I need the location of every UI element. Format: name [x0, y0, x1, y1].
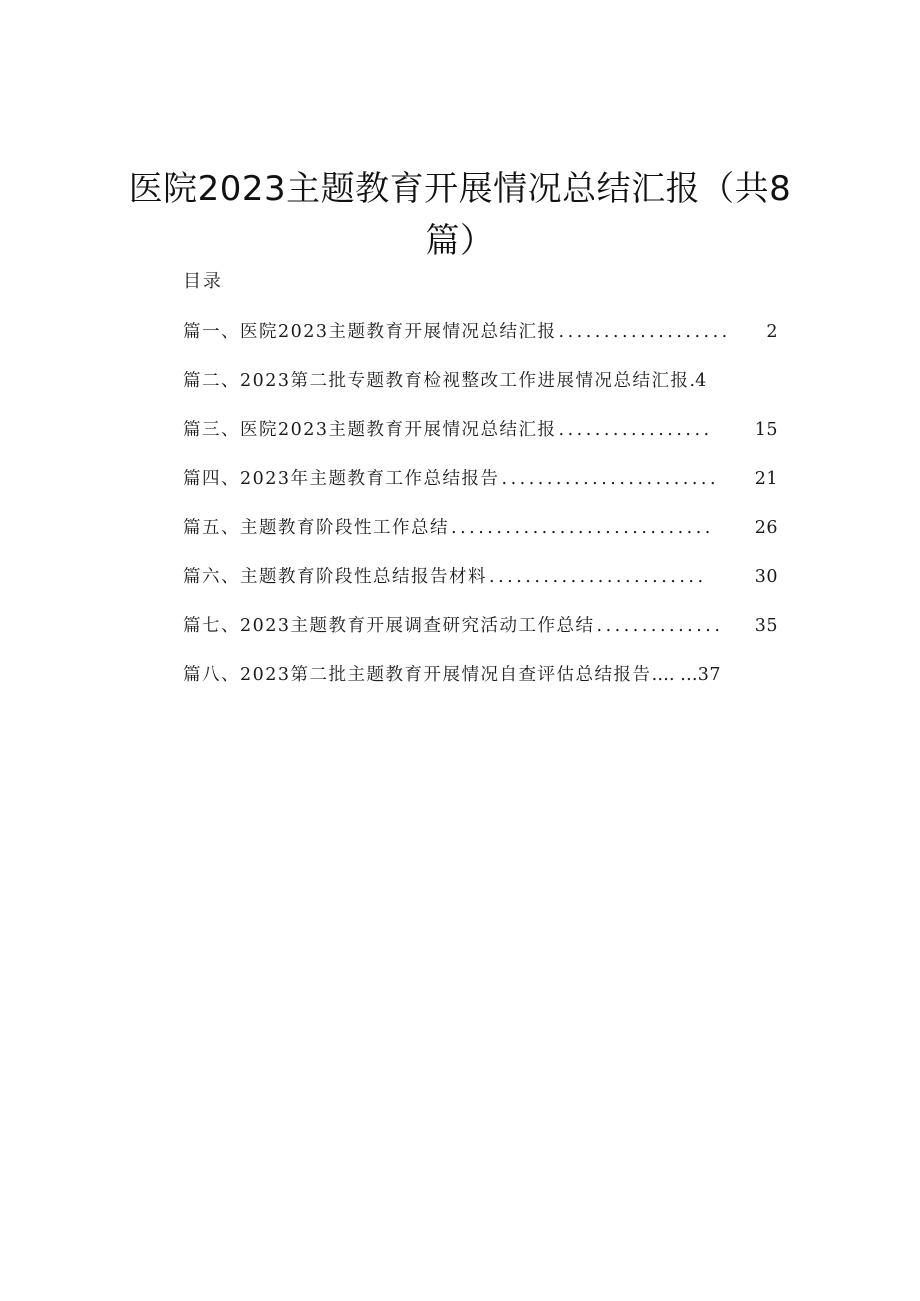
toc-entry-2[interactable]	[183, 369, 783, 418]
toc-page-number: 4	[695, 371, 707, 391]
table-of-contents	[183, 320, 783, 712]
toc-entry-4[interactable]	[183, 467, 778, 516]
toc-dot-leader: …. …	[651, 665, 698, 685]
toc-entry-label: 篇一、医院2023主题教育开展情况总结汇报	[183, 322, 557, 342]
toc-dot-leader: ........................	[489, 567, 707, 587]
toc-dot-leader: .	[689, 371, 696, 391]
toc-entry-8[interactable]	[183, 663, 783, 712]
toc-entry-label: 篇四、2023年主题教育工作总结报告	[183, 469, 500, 489]
toc-entry-5[interactable]	[183, 516, 778, 565]
document-title: 医院2023主题教育开展情况总结汇报（共8篇）	[128, 168, 792, 261]
toc-entry-label: 篇二、2023第二批专题教育检视整改工作进展情况总结汇报	[183, 371, 690, 391]
toc-entry-label: 篇三、医院2023主题教育开展情况总结汇报	[183, 420, 557, 440]
toc-dot-leader: ...................	[558, 322, 731, 342]
toc-entry-label: 篇五、主题教育阶段性工作总结	[183, 518, 449, 538]
toc-dot-leader: .............................	[451, 518, 714, 538]
toc-entry-1[interactable]	[183, 320, 778, 369]
toc-heading: 目录	[183, 271, 223, 292]
toc-page-number: 35	[754, 616, 778, 636]
toc-entry-7[interactable]	[183, 614, 778, 663]
toc-entry-label: 篇七、2023主题教育开展调查研究活动工作总结	[183, 616, 595, 636]
toc-dot-leader: .................	[558, 420, 713, 440]
toc-dot-leader: ..............	[596, 616, 724, 636]
toc-entry-3[interactable]	[183, 418, 778, 467]
toc-page-number: 15	[754, 420, 778, 440]
toc-page-number: 37	[697, 665, 721, 685]
toc-page-number: 30	[754, 567, 778, 587]
toc-page-number: 2	[766, 322, 778, 342]
toc-page-number: 21	[754, 469, 778, 489]
toc-dot-leader: ........................	[501, 469, 720, 489]
toc-entry-label: 篇八、2023第二批主题教育开展情况自查评估总结报告	[183, 665, 652, 685]
toc-entry-label: 篇六、主题教育阶段性总结报告材料	[183, 567, 487, 587]
toc-entry-6[interactable]	[183, 565, 778, 614]
toc-page-number: 26	[754, 518, 778, 538]
